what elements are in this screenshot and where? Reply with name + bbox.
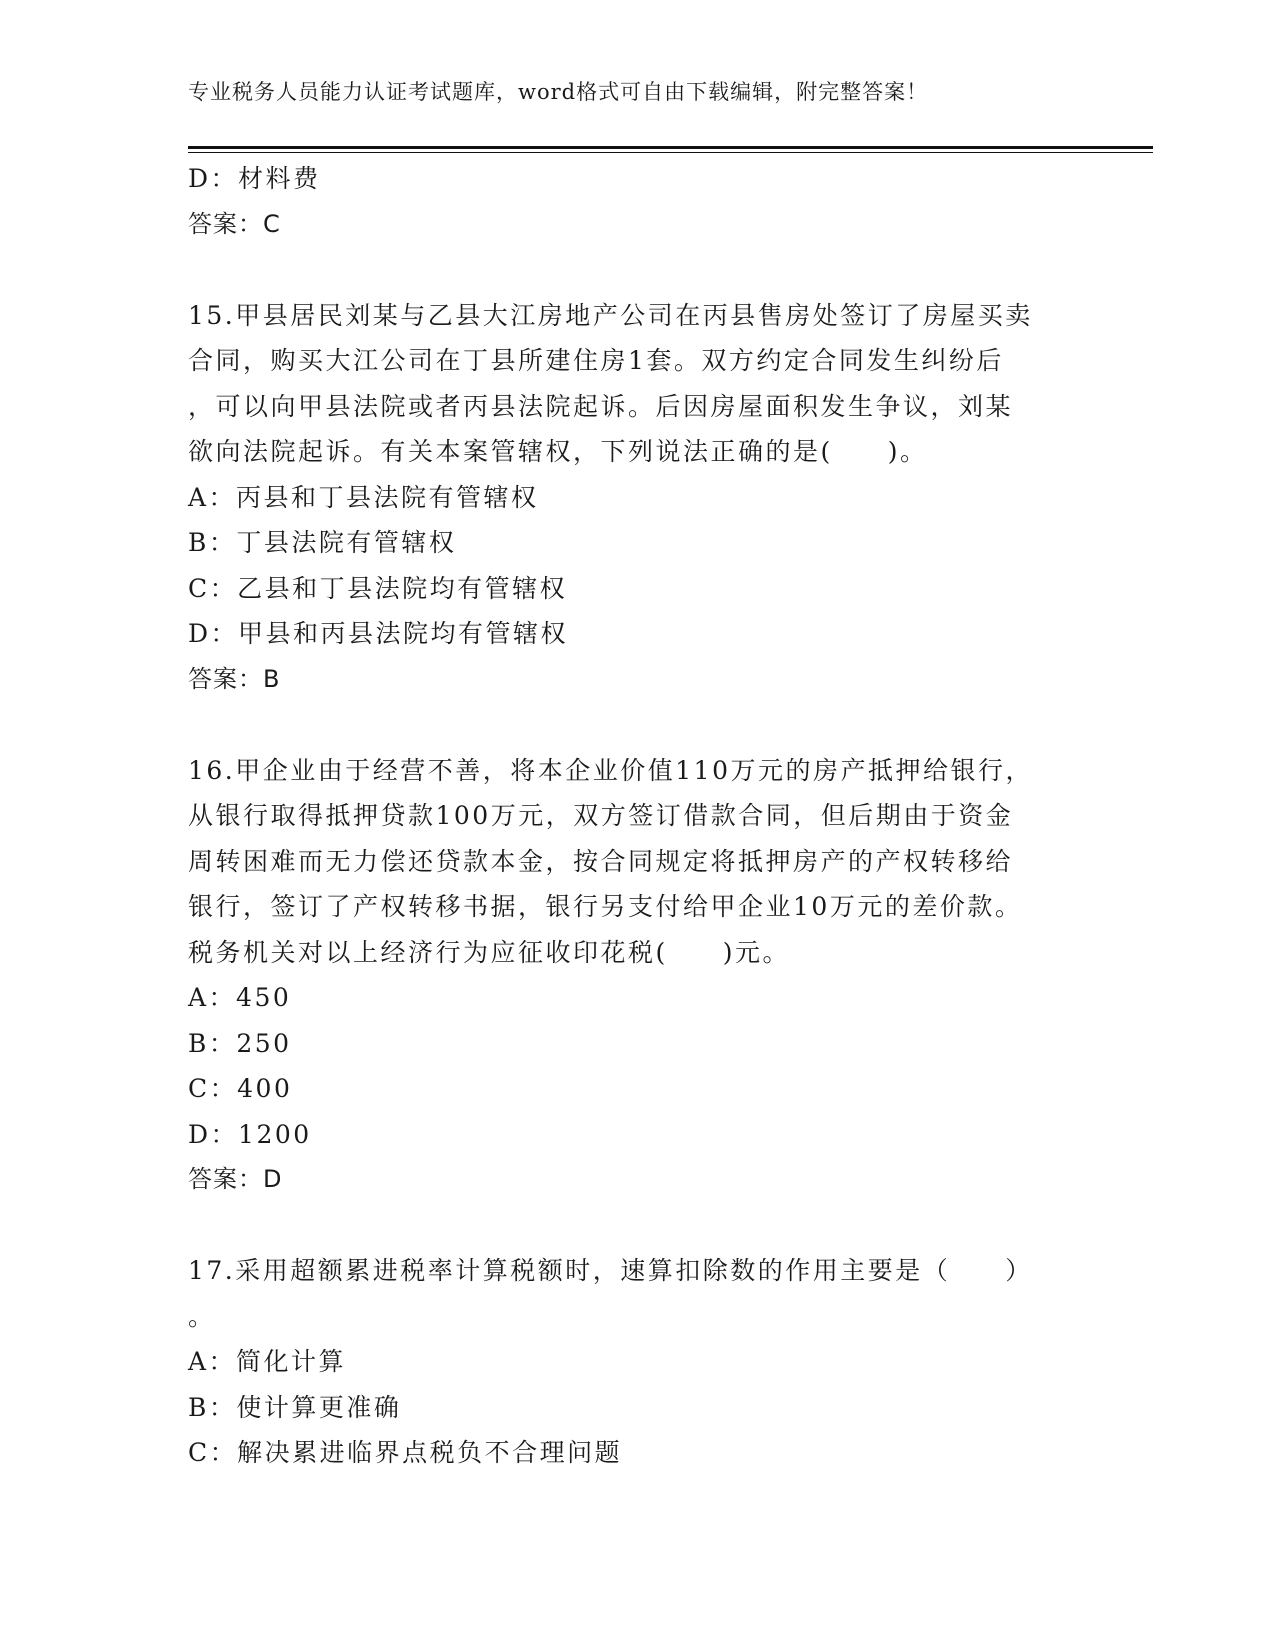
option-b: B：250 <box>188 1028 292 1058</box>
question-text-line: 税务机关对以上经济行为应征收印花税( )元。 <box>188 937 791 967</box>
page-header: 专业税务人员能力认证考试题库，word格式可自由下载编辑，附完整答案！ <box>188 80 929 104</box>
header-rule-thick <box>188 146 1153 149</box>
option-a: A：简化计算 <box>188 1347 347 1376</box>
option-c: C：乙县和丁县法院均有管辖权 <box>188 573 568 603</box>
question-text-line: 银行，签订了产权转移书据，银行另支付给甲企业10万元的差价款。 <box>188 892 1023 921</box>
question-text-line: ，可以向甲县法院或者丙县法院起诉。后因房屋面积发生争议，刘某 <box>188 391 1014 421</box>
prev-answer: 答案：C <box>188 209 281 238</box>
answer: 答案：D <box>188 1165 283 1193</box>
option-b: B：丁县法院有管辖权 <box>188 528 457 557</box>
question-15 <box>188 293 1088 703</box>
spacer <box>188 1203 1088 1249</box>
answer: 答案：B <box>188 664 281 693</box>
question-text-line: 欲向法院起诉。有关本案管辖权，下列说法正确的是( )。 <box>188 437 928 466</box>
option-b: B：使计算更准确 <box>188 1392 402 1422</box>
question-text-line: 。 <box>188 1301 216 1331</box>
option-d: D：甲县和丙县法院均有管辖权 <box>188 619 569 648</box>
question-16 <box>188 748 1088 1203</box>
spacer <box>188 247 1088 293</box>
option-c: C：解决累进临界点税负不合理问题 <box>188 1438 623 1467</box>
option-a: A：丙县和丁县法院有管辖权 <box>188 482 539 512</box>
option-a: A：450 <box>188 983 292 1012</box>
question-text-line: 合同，购买大江公司在丁县所建住房1套。双方约定合同发生纠纷后 <box>188 346 1004 375</box>
question-text-line: 17.采用超额累进税率计算税额时，速算扣除数的作用主要是（ ） <box>188 1256 1033 1285</box>
question-17 <box>188 1248 1088 1476</box>
spacer <box>188 702 1088 748</box>
header-rule-thin <box>188 152 1153 153</box>
question-text-line: 周转困难而无力偿还贷款本金，按合同规定将抵押房产的产权转移给 <box>188 846 1014 876</box>
option-c: C：400 <box>188 1074 293 1103</box>
question-text-line: 15.甲县居民刘某与乙县大江房地产公司在丙县售房处签订了房屋买卖 <box>188 300 1033 330</box>
prev-option-d: D：材料费 <box>188 164 321 193</box>
document-body <box>188 156 1088 1476</box>
question-text-line: 从银行取得抵押贷款100万元，双方签订借款合同，但后期由于资金 <box>188 801 1014 830</box>
option-d: D：1200 <box>188 1119 312 1149</box>
question-text-line: 16.甲企业由于经营不善，将本企业价值110万元的房产抵押给银行， <box>188 755 1033 785</box>
